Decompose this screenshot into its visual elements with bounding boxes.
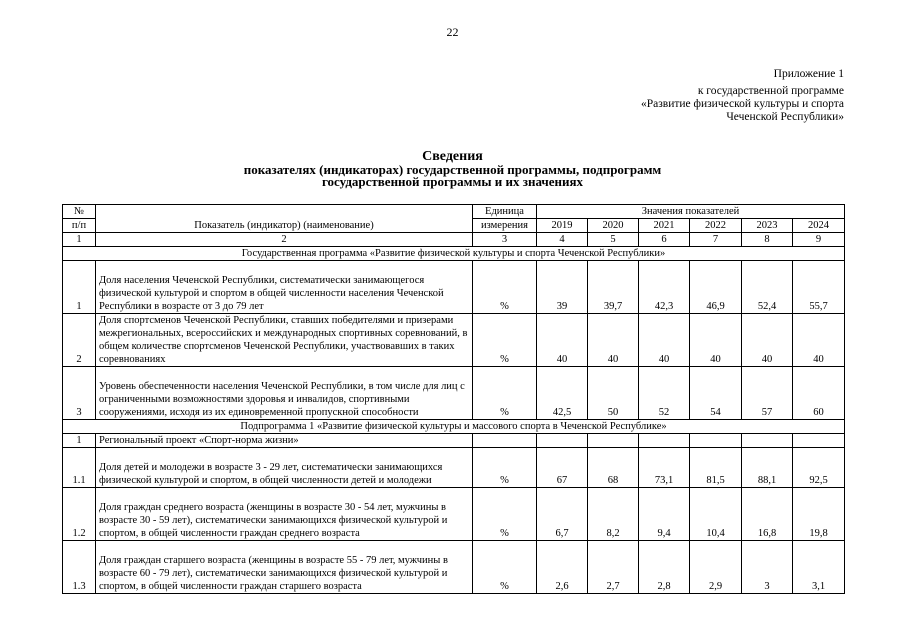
page-number: 22: [446, 25, 459, 39]
heading-line-1: Сведения: [422, 149, 483, 164]
row-value: 2,7: [588, 541, 639, 594]
row-value: 54: [690, 367, 742, 420]
row-value: 40: [742, 314, 793, 367]
row-unit: %: [473, 448, 537, 488]
row-value: 6,7: [537, 488, 588, 541]
heading-line-2: показателях (индикаторах) государственной программы, подпрограмм: [243, 162, 662, 177]
row-value: 81,5: [690, 448, 742, 488]
row-indicator: Доля населения Чеченской Республики, систематически занимающегося физической культурой и спортом в общей численности населения Чеченской Республики в возрасте от 3 до 79 лет: [96, 261, 473, 314]
header-year: 2024: [793, 219, 845, 233]
empty-cell: [537, 434, 588, 448]
row-value: 19,8: [793, 488, 845, 541]
row-value: 42,3: [639, 261, 690, 314]
project-num: 1: [63, 434, 96, 448]
heading-line-3: государственной программы и их значениях: [321, 174, 584, 189]
row-value: 52,4: [742, 261, 793, 314]
row-value: 2,6: [537, 541, 588, 594]
subprogram-title-row: [63, 420, 845, 434]
row-num: 1.2: [63, 488, 96, 541]
row-value: 68: [588, 448, 639, 488]
column-number: 8: [742, 233, 793, 247]
row-value: 39: [537, 261, 588, 314]
row-unit: %: [473, 367, 537, 420]
column-number: 9: [793, 233, 845, 247]
empty-cell: [690, 434, 742, 448]
row-value: 40: [639, 314, 690, 367]
row-value: 55,7: [793, 261, 845, 314]
project-name: Региональный проект «Спорт-норма жизни»: [96, 434, 473, 448]
appendix-title: Приложение 1: [773, 68, 844, 80]
row-value: 3,1: [793, 541, 845, 594]
row-num: 2: [63, 314, 96, 367]
column-number: 2: [96, 233, 473, 247]
table-row: [63, 314, 845, 367]
appendix-line-1: к государственной программе: [697, 85, 844, 97]
row-unit: %: [473, 314, 537, 367]
empty-cell: [793, 434, 845, 448]
row-indicator: Доля спортсменов Чеченской Республики, ставших победителями и призерами межрегиональных, всероссийских и международных спортивных соревнований, в общем количестве спортсменов Чеченской Республики, участвовавших в таких соревнованиях: [96, 314, 473, 367]
table-row: [63, 367, 845, 420]
header-num-top: №: [63, 205, 96, 219]
appendix-line-2: «Развитие физической культуры и спорта: [641, 98, 844, 110]
row-value: 40: [793, 314, 845, 367]
row-value: 40: [537, 314, 588, 367]
row-value: 2,8: [639, 541, 690, 594]
column-number: 3: [473, 233, 537, 247]
row-unit: %: [473, 488, 537, 541]
header-year: 2021: [639, 219, 690, 233]
row-unit: %: [473, 261, 537, 314]
row-num: 1: [63, 261, 96, 314]
row-value: 42,5: [537, 367, 588, 420]
row-value: 16,8: [742, 488, 793, 541]
empty-cell: [473, 434, 537, 448]
header-unit-top: Единица: [473, 205, 537, 219]
column-number-row: [63, 233, 845, 247]
document-heading: [0, 150, 905, 188]
empty-cell: [639, 434, 690, 448]
header-unit-bottom: измерения: [473, 219, 537, 233]
row-value: 40: [588, 314, 639, 367]
row-num: 1.3: [63, 541, 96, 594]
header-year: 2023: [742, 219, 793, 233]
appendix-line-3: Чеченской Республики»: [726, 111, 844, 123]
row-unit: %: [473, 541, 537, 594]
appendix-block: [641, 68, 844, 124]
row-value: 52: [639, 367, 690, 420]
row-value: 39,7: [588, 261, 639, 314]
program-title-row: [63, 247, 845, 261]
row-value: 60: [793, 367, 845, 420]
column-number: 5: [588, 233, 639, 247]
row-indicator: Доля граждан среднего возраста (женщины в возрасте 30 - 54 лет, мужчины в возрасте 30 - 59 лет), систематически занимающихся физической культурой и спортом, в общей численности граждан среднего возраста: [96, 488, 473, 541]
empty-cell: [588, 434, 639, 448]
column-number: 4: [537, 233, 588, 247]
row-value: 10,4: [690, 488, 742, 541]
row-indicator: Доля граждан старшего возраста (женщины в возрасте 55 - 79 лет, мужчины в возрасте 60 - 79 лет), систематически занимающихся физической культурой и спортом, в общей численности граждан старшего возраста: [96, 541, 473, 594]
table-row: [63, 448, 845, 488]
program-title: Государственная программа «Развитие физической культуры и спорта Чеченской Республики»: [63, 247, 845, 261]
row-value: 3: [742, 541, 793, 594]
row-value: 50: [588, 367, 639, 420]
header-num-bottom: п/п: [63, 219, 96, 233]
row-value: 8,2: [588, 488, 639, 541]
row-value: 67: [537, 448, 588, 488]
row-value: 88,1: [742, 448, 793, 488]
row-value: 57: [742, 367, 793, 420]
project-row: [63, 434, 845, 448]
row-value: 9,4: [639, 488, 690, 541]
row-value: 46,9: [690, 261, 742, 314]
table-row: [63, 541, 845, 594]
column-number: 7: [690, 233, 742, 247]
empty-cell: [742, 434, 793, 448]
row-value: 2,9: [690, 541, 742, 594]
row-value: 40: [690, 314, 742, 367]
row-num: 3: [63, 367, 96, 420]
header-year: 2022: [690, 219, 742, 233]
column-number: 6: [639, 233, 690, 247]
header-year: 2020: [588, 219, 639, 233]
header-values-group: Значения показателей: [537, 205, 845, 219]
header-year: 2019: [537, 219, 588, 233]
row-indicator: Доля детей и молодежи в возрасте 3 - 29 лет, систематически занимающихся физической культурой и спортом, в общей численности детей и молодежи: [96, 448, 473, 488]
column-number: 1: [63, 233, 96, 247]
header-row-1: [63, 205, 845, 219]
header-indicator: Показатель (индикатор) (наименование): [96, 205, 473, 233]
row-value: 92,5: [793, 448, 845, 488]
row-indicator: Уровень обеспеченности населения Чеченской Республики, в том числе для лиц с ограниченными возможностями здоровья и инвалидов, спортивными сооружениями, исходя из их единовременной пропускной способности: [96, 367, 473, 420]
row-value: 73,1: [639, 448, 690, 488]
subprogram-title: Подпрограмма 1 «Развитие физической культуры и массового спорта в Чеченской Республике»: [63, 420, 845, 434]
row-num: 1.1: [63, 448, 96, 488]
indicators-table: [62, 204, 845, 594]
table-row: [63, 488, 845, 541]
table-row: [63, 261, 845, 314]
